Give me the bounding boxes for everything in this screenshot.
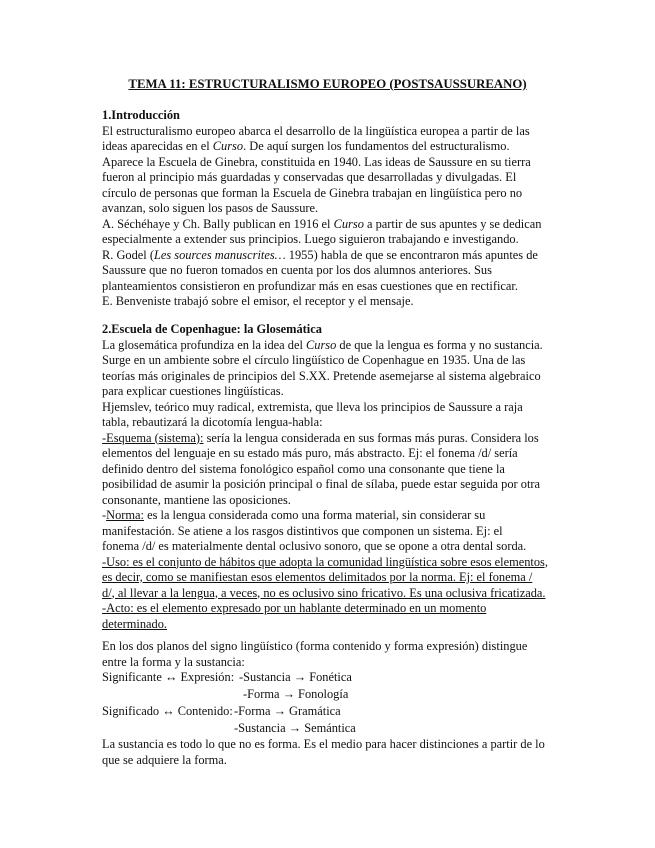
section-introduccion: [102, 108, 553, 310]
paragraph-line: d/, al llevar a la lengua, a veces, no es oclusivo sino fricativo. Es una oclusiva fricatizada.: [102, 585, 546, 600]
paragraph-line: que se adquiere la forma.: [102, 752, 227, 767]
paragraph-line: elementos del lenguaje en su estado más puro, más abstracto. Ej: el fonema /d/ sería: [102, 446, 518, 460]
forma-gramatica: -Forma → Gramática: [234, 704, 341, 718]
uso-definition: -Uso: es el conjunto de hábitos que adopta la comunidad lingüística sobre esos elementos,: [102, 554, 548, 569]
planos-paragraph: [102, 639, 553, 670]
esquema-definition: -Esquema (sistema): sería la lengua considerada en sus formas más puras. Considera los: [102, 430, 539, 445]
section-heading: 1.Introducción: [102, 108, 180, 122]
paragraph-line: La sustancia es todo lo que no es forma. Es el medio para hacer distinciones a partir de lo: [102, 737, 545, 751]
paragraph-line: R. Godel (Les sources manuscrites… 1955) habla de que se encontraron más apuntes de: [102, 247, 538, 262]
paragraph-line: E. Benveniste trabajó sobre el emisor, el receptor y el mensaje.: [102, 294, 414, 308]
norma-definition: -Norma: es la lengua considerada como una forma material, sin considerar su: [102, 508, 486, 522]
acto-definition: -Acto: es el elemento expresado por un hablante determinado en un momento: [102, 601, 487, 615]
paragraph-line: ideas aparecidas en el Curso. De aquí surgen los fundamentos del estructuralismo.: [102, 139, 510, 153]
paragraph-line: Surge en un ambiente sobre el círculo lingüístico de Copenhague en 1935. Una de las: [102, 353, 526, 367]
paragraph-line: avanzan, solo siguen los pasos de Saussure.: [102, 201, 319, 215]
forma-fonologia: -Forma → Fonología: [243, 687, 349, 701]
significado-label: Significado ↔ Contenido:: [102, 704, 233, 718]
paragraph-line: es decir, como se manifiestan esos elementos delimitados por la norma. Ej: el fonema /: [102, 570, 533, 584]
paragraph-line: consonante, mantiene las oposiciones.: [102, 492, 291, 507]
paragraph-line: Aparece la Escuela de Ginebra, constituida en 1940. Las ideas de Saussure en su tierra: [102, 154, 531, 169]
paragraph-line: En los dos planos del signo lingüístico (forma contenido y forma expresión) distingue: [102, 639, 528, 653]
paragraph-line: fonema /d/ es materialmente dental oclusivo sonoro, que se opone a otra dental sorda.: [102, 539, 527, 553]
paragraph-line: círculo de personas que forman la Escuela de Ginebra trabajan en lingüística pero no: [102, 185, 523, 200]
document-title: TEMA 11: ESTRUCTURALISMO EUROPEO (POSTSAUSSUREANO): [128, 77, 527, 91]
paragraph-line: posibilidad de asumir la posición principal o final de sílaba, puede estar seguida por otra: [102, 477, 541, 491]
closing-paragraph: [102, 737, 553, 768]
signo-schema: [102, 670, 553, 738]
schema-row: [102, 687, 553, 704]
schema-row: [102, 670, 553, 687]
paragraph-line: planteamientos consistieron en profundizar más en esas cuestiones que en rectificar.: [102, 278, 518, 293]
schema-row: [102, 704, 553, 721]
paragraph-line: especialmente a extender sus principios. Luego siguieron trabajando e investigando.: [102, 232, 519, 246]
paragraph-line: para explicar cuestiones lingüísticas.: [102, 384, 284, 398]
paragraph-line: A. Séchéhaye y Ch. Bally publican en 1916 el Curso a partir de sus apuntes y se dedican: [102, 216, 542, 231]
paragraph-line: Saussure que no fueron tomados en cuenta por los dos alumnos anteriores. Sus: [102, 263, 492, 277]
paragraph-line: El estructuralismo europeo abarca el desarrollo de la lingüística europea a partir de las: [102, 123, 530, 138]
paragraph-line: determinado.: [102, 616, 168, 631]
paragraph-line: entre la forma y la sustancia:: [102, 654, 245, 669]
paragraph-line: manifestación. Se atiene a los rasgos distintivos que componen un sistema. Ej: el: [102, 523, 503, 538]
section-glosematica: [102, 322, 553, 632]
sustancia-semantica: -Sustancia → Semántica: [234, 721, 356, 735]
schema-row: [102, 721, 553, 738]
paragraph-line: tabla, rebautizará la dicotomía lengua-habla:: [102, 415, 323, 429]
esquema-term: -Esquema (sistema):: [102, 430, 204, 445]
paragraph-line: Hjemslev, teórico muy radical, extremista, que lleva los principios de Saussure a raja: [102, 399, 523, 414]
sustancia-fonetica: -Sustancia → Fonética: [239, 670, 352, 684]
paragraph-line: La glosemática profundiza en la idea del Curso de que la lengua es forma y no sustancia.: [102, 337, 543, 352]
paragraph-line: fueron al principio más guardadas y conservadas que desarrolladas y divulgadas. El: [102, 170, 517, 184]
paragraph-line: definido dentro del sistema fonológico español como una consonante que tiene la: [102, 461, 505, 476]
paragraph-line: teorías más originales de principios del S.XX. Pretende asemejarse al sistema algebraico: [102, 368, 541, 383]
significante-label: Significante ↔ Expresión:: [102, 670, 235, 684]
norma-term: Norma:: [106, 508, 144, 522]
section-heading: 2.Escuela de Copenhague: la Glosemática: [102, 322, 322, 336]
